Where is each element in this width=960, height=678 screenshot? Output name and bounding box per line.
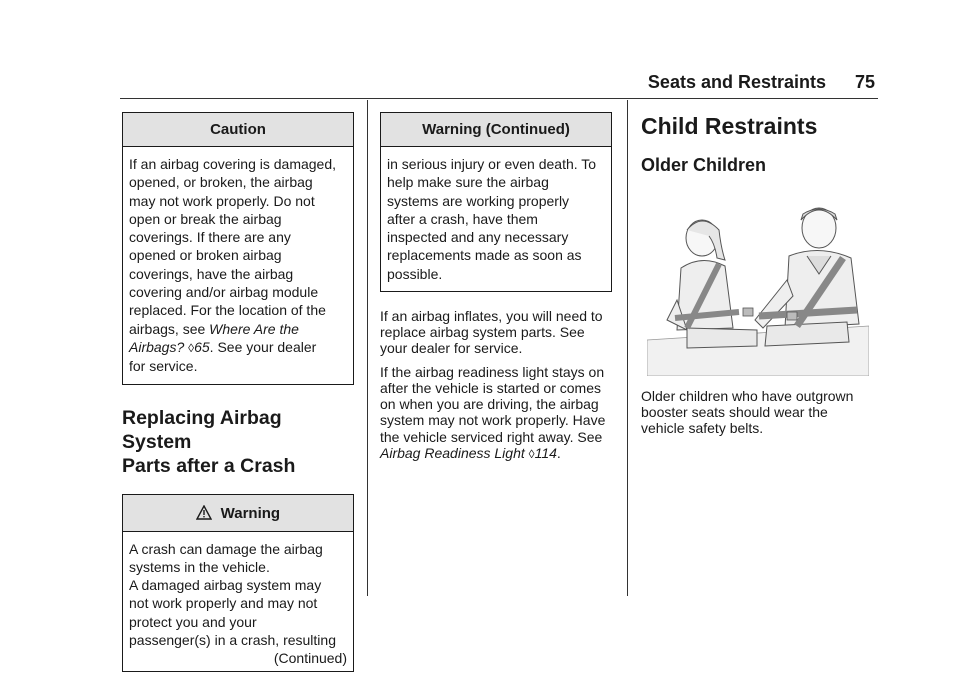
caution-line: for service. (129, 358, 198, 375)
caution-line: open or break the airbag (129, 210, 282, 227)
page-ref-icon: ◊ (528, 446, 535, 461)
caution-line: replaced. For the location of the (129, 302, 326, 319)
caution-line: coverings. If there are any (129, 229, 291, 246)
paragraph-line: If an airbag inflates, you will need to (380, 308, 603, 325)
readiness-light-page[interactable]: 114 (534, 444, 557, 461)
readiness-light-paragraph (380, 364, 612, 462)
warning-continued-line: in serious injury or even death. To (387, 156, 597, 172)
column-2 (380, 112, 612, 462)
warning-heading-row (123, 495, 353, 532)
column-3 (641, 112, 871, 437)
paragraph-line: the vehicle serviced right away. See (380, 428, 603, 445)
paragraph-line: If the airbag readiness light stays on (380, 363, 605, 380)
warning-triangle-icon (196, 503, 217, 522)
warning-line: protect you and your (129, 613, 257, 630)
caution-line (129, 320, 347, 338)
warning-heading: Warning (220, 504, 281, 522)
caution-xref-title[interactable]: Where Are the (209, 320, 299, 337)
warning-continued-line: possible. (387, 265, 443, 282)
page-ref-icon: ◊ (188, 340, 195, 355)
warning-body (123, 532, 353, 671)
paragraph-line: booster seats should wear the (641, 404, 828, 421)
readiness-light-xref[interactable]: Airbag Readiness Light (380, 444, 525, 461)
warning-continued-line: help make sure the airbag (387, 174, 549, 191)
column-divider-1 (367, 100, 368, 596)
older-children-heading: Older Children (641, 155, 767, 175)
warning-continued-box (380, 112, 612, 292)
caution-xref-prefix: airbags, see (129, 320, 210, 337)
paragraph-line: on when you are driving, the airbag (380, 396, 599, 413)
caution-heading: Caution (123, 113, 353, 147)
paragraph-line: Older children who have outgrown (641, 388, 854, 404)
page-header (120, 72, 878, 94)
section-title: Seats and Restraints (647, 72, 826, 92)
seatbelt-children-drawing (647, 200, 869, 376)
paragraph-line (380, 445, 612, 462)
caution-line: covering and/or airbag module (129, 284, 319, 301)
warning-box (122, 494, 354, 672)
caution-body (123, 147, 353, 384)
older-children-illustration (647, 200, 869, 376)
continued-label: (Continued) (273, 650, 347, 667)
warning-line: not work properly and may not (129, 595, 318, 612)
caution-box (122, 112, 354, 385)
caution-xref-suffix: . See your dealer (209, 338, 317, 355)
warning-continued-heading: Warning (Continued) (381, 113, 611, 147)
caution-line (129, 338, 347, 357)
warning-line: systems in the vehicle. (129, 558, 270, 575)
warning-line: passenger(s) in a crash, resulting (129, 632, 336, 649)
column-1 (122, 112, 354, 672)
airbag-inflates-paragraph (380, 308, 612, 357)
caution-line: If an airbag covering is damaged, (129, 156, 337, 172)
warning-continued-line: replacements made as soon as (387, 247, 582, 264)
paragraph-line: vehicle safety belts. (641, 420, 764, 437)
caution-line: opened, or broken, the airbag (129, 174, 313, 191)
caution-xref-title[interactable]: Airbags? (129, 338, 185, 355)
replacing-heading: Parts after a Crash (122, 454, 296, 477)
warning-continued-line: after a crash, have them (387, 210, 538, 227)
caution-line: may not work properly. Do not (129, 192, 315, 209)
paragraph-line: after the vehicle is started or comes (380, 379, 601, 396)
caution-line: coverings, have the airbag (129, 265, 294, 282)
warning-line: A crash can damage the airbag (129, 540, 323, 557)
column-divider-2 (627, 100, 628, 596)
paragraph-line: replace airbag system parts. See (380, 324, 585, 341)
replacing-heading: Replacing Airbag System (122, 406, 282, 453)
warning-line: A damaged airbag system may (129, 577, 322, 594)
older-children-paragraph (641, 388, 871, 437)
warning-continued-body (381, 147, 611, 291)
caution-xref-page[interactable]: 65 (194, 338, 210, 355)
paragraph-line: your dealer for service. (380, 340, 523, 357)
warning-continued-line: inspected and any necessary (387, 229, 569, 246)
warning-continued-line: systems are working properly (387, 192, 570, 209)
header-divider (120, 98, 878, 99)
xref-suffix: . (556, 444, 561, 461)
page-number: 75 (854, 72, 875, 92)
caution-line: opened or broken airbag (129, 247, 282, 264)
child-restraints-heading: Child Restraints (641, 113, 818, 139)
paragraph-line: system may not work properly. Have (380, 412, 606, 429)
